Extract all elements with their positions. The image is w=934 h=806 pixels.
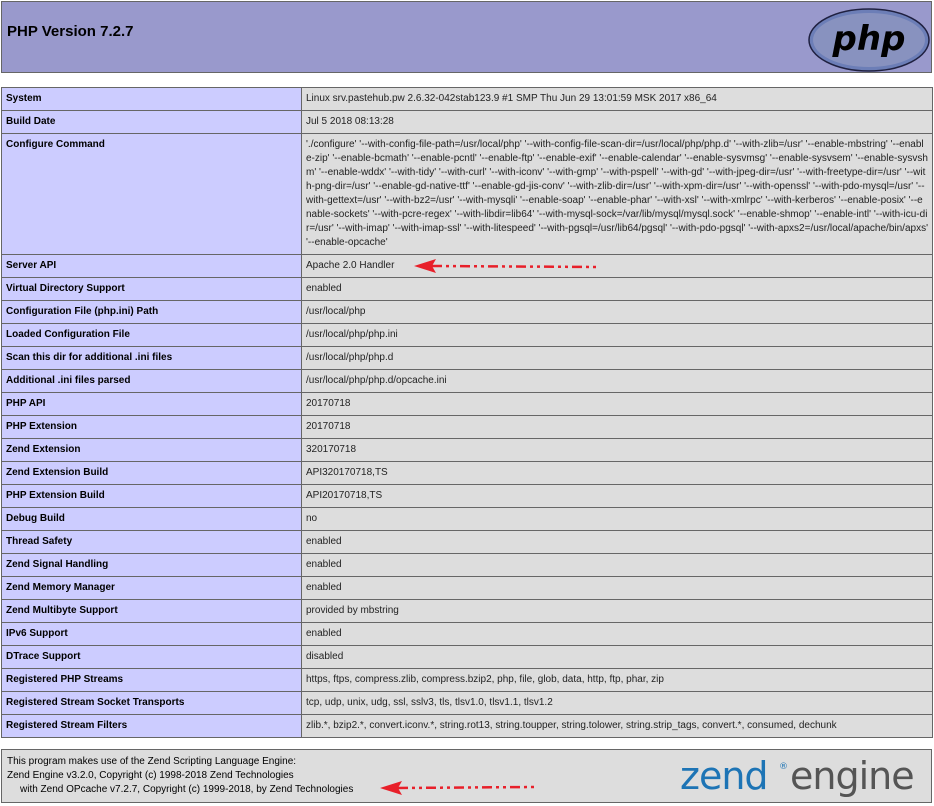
row-label: Server API [2,255,302,278]
row-value: 20170718 [302,416,933,439]
table-row [2,485,933,508]
row-value: /usr/local/php/php.ini [302,324,933,347]
row-value: API320170718,TS [302,462,933,485]
row-label: PHP API [2,393,302,416]
row-value: Linux srv.pastehub.pw 2.6.32-042stab123.9 #1 SMP Thu Jun 29 13:01:59 MSK 2017 x86_64 [302,88,933,111]
row-value: /usr/local/php [302,301,933,324]
row-label: Scan this dir for additional .ini files [2,347,302,370]
table-row [2,393,933,416]
table-row [2,623,933,646]
row-label: Zend Multibyte Support [2,600,302,623]
footer-line-1: This program makes use of the Zend Scripting Language Engine: [7,756,297,767]
row-label: Loaded Configuration File [2,324,302,347]
table-row [2,301,933,324]
row-value: no [302,508,933,531]
row-label: Debug Build [2,508,302,531]
row-label: Zend Extension Build [2,462,302,485]
table-row [2,554,933,577]
zend-engine-logo [678,751,932,801]
row-value: enabled [302,531,933,554]
table-row [2,416,933,439]
row-label: Registered PHP Streams [2,669,302,692]
table-row [2,669,933,692]
row-label: PHP Extension Build [2,485,302,508]
row-label: Additional .ini files parsed [2,370,302,393]
annotation-arrow-opcache [378,778,538,798]
row-value: enabled [302,577,933,600]
row-value: Apache 2.0 Handler [302,255,933,278]
php-info-table [1,87,933,738]
table-row [2,646,933,669]
row-value: disabled [302,646,933,669]
row-label: PHP Extension [2,416,302,439]
table-row [2,462,933,485]
row-value: https, ftps, compress.zlib, compress.bzip2, php, file, glob, data, http, ftp, phar, zip [302,669,933,692]
row-label: Registered Stream Filters [2,715,302,738]
table-row [2,370,933,393]
table-row [2,278,933,301]
row-label: Zend Extension [2,439,302,462]
table-row [2,600,933,623]
page-header [1,1,932,73]
row-value: zlib.*, bzip2.*, convert.iconv.*, string.rot13, string.toupper, string.tolower, string.strip_tags, convert.*, consumed, dechunk [302,715,933,738]
row-value: enabled [302,278,933,301]
row-label: DTrace Support [2,646,302,669]
row-value: /usr/local/php/php.d [302,347,933,370]
table-row [2,715,933,738]
page-title: PHP Version 7.2.7 [7,23,134,40]
row-label: Virtual Directory Support [2,278,302,301]
table-row [2,692,933,715]
row-value: tcp, udp, unix, udg, ssl, sslv3, tls, tlsv1.0, tlsv1.1, tlsv1.2 [302,692,933,715]
zend-logo-mark: ® [779,762,788,772]
row-value: enabled [302,554,933,577]
table-row [2,439,933,462]
row-label: Registered Stream Socket Transports [2,692,302,715]
php-logo-text: php [832,19,906,59]
row-label: Configure Command [2,134,302,255]
table-row [2,324,933,347]
row-value: 320170718 [302,439,933,462]
engine-logo-text: engine [790,754,914,798]
row-value: './configure' '--with-config-file-path=/usr/local/php' '--with-config-file-scan-dir=/usr/local/php/php.d' '--with-zlib=/usr' '--enable-mbstring' '--enable-zip' '--enable-bcmath' '--enable-pcntl' '--enable-ftp' '--enable-exif' '--enable-calendar' '--enable-sysvmsg' '--enable-sysvsem' '--enable-sysvshm' '--enable-wddx' '--with-tidy' '--with-curl' '--with-iconv' '--with-gmp' '--with-pspell' '--with-gd' '--with-jpeg-dir=/usr' '--with-freetype-dir=/usr' '--with-png-dir=/usr' '--enable-gd-native-ttf' '--enable-gd-jis-conv' '--with-zlib-dir=/usr' '--with-xpm-dir=/usr' '--with-openssl' '--with-pdo-mysql=/usr' '--with-gettext=/usr' '--with-bz2=/usr' '--with-mysqli' '--enable-soap' '--enable-phar' '--with-xsl' '--with-xmlrpc' '--with-kerberos' '--enable-posix' '--enable-sockets' '--with-pcre-regex' '--with-libdir=lib64' '--with-mysql-sock=/var/lib/mysql/mysql.sock' '--enable-shmop' '--enable-intl' '--with-icu-dir=/usr' '--with-imap' '--with-imap-ssl' '--with-litespeed' '--with-pgsql=/usr/lib64/pgsql' '--with-pdo-pgsql' '--with-apxs2=/usr/local/apache/bin/apxs' '--enable-opcache' [302,134,933,255]
row-label: Zend Signal Handling [2,554,302,577]
row-value: 20170718 [302,393,933,416]
table-row [2,111,933,134]
php-logo [808,8,932,72]
footer-line-3: with Zend OPcache v7.2.7, Copyright (c) 1999-2018, by Zend Technologies [20,784,354,795]
row-value: enabled [302,623,933,646]
table-row [2,577,933,600]
row-label: Zend Memory Manager [2,577,302,600]
table-row [2,508,933,531]
table-row [2,531,933,554]
row-value: provided by mbstring [302,600,933,623]
annotation-arrow-server-api [412,256,602,276]
zend-logo-text: zend [680,754,768,798]
table-row [2,88,933,111]
row-label: Thread Safety [2,531,302,554]
footer-line-2: Zend Engine v3.2.0, Copyright (c) 1998-2018 Zend Technologies [7,770,294,781]
row-value: Jul 5 2018 08:13:28 [302,111,933,134]
row-label: System [2,88,302,111]
table-row [2,347,933,370]
row-label: IPv6 Support [2,623,302,646]
row-label: Build Date [2,111,302,134]
row-value: /usr/local/php/php.d/opcache.ini [302,370,933,393]
table-row [2,134,933,255]
row-value: API20170718,TS [302,485,933,508]
row-label: Configuration File (php.ini) Path [2,301,302,324]
